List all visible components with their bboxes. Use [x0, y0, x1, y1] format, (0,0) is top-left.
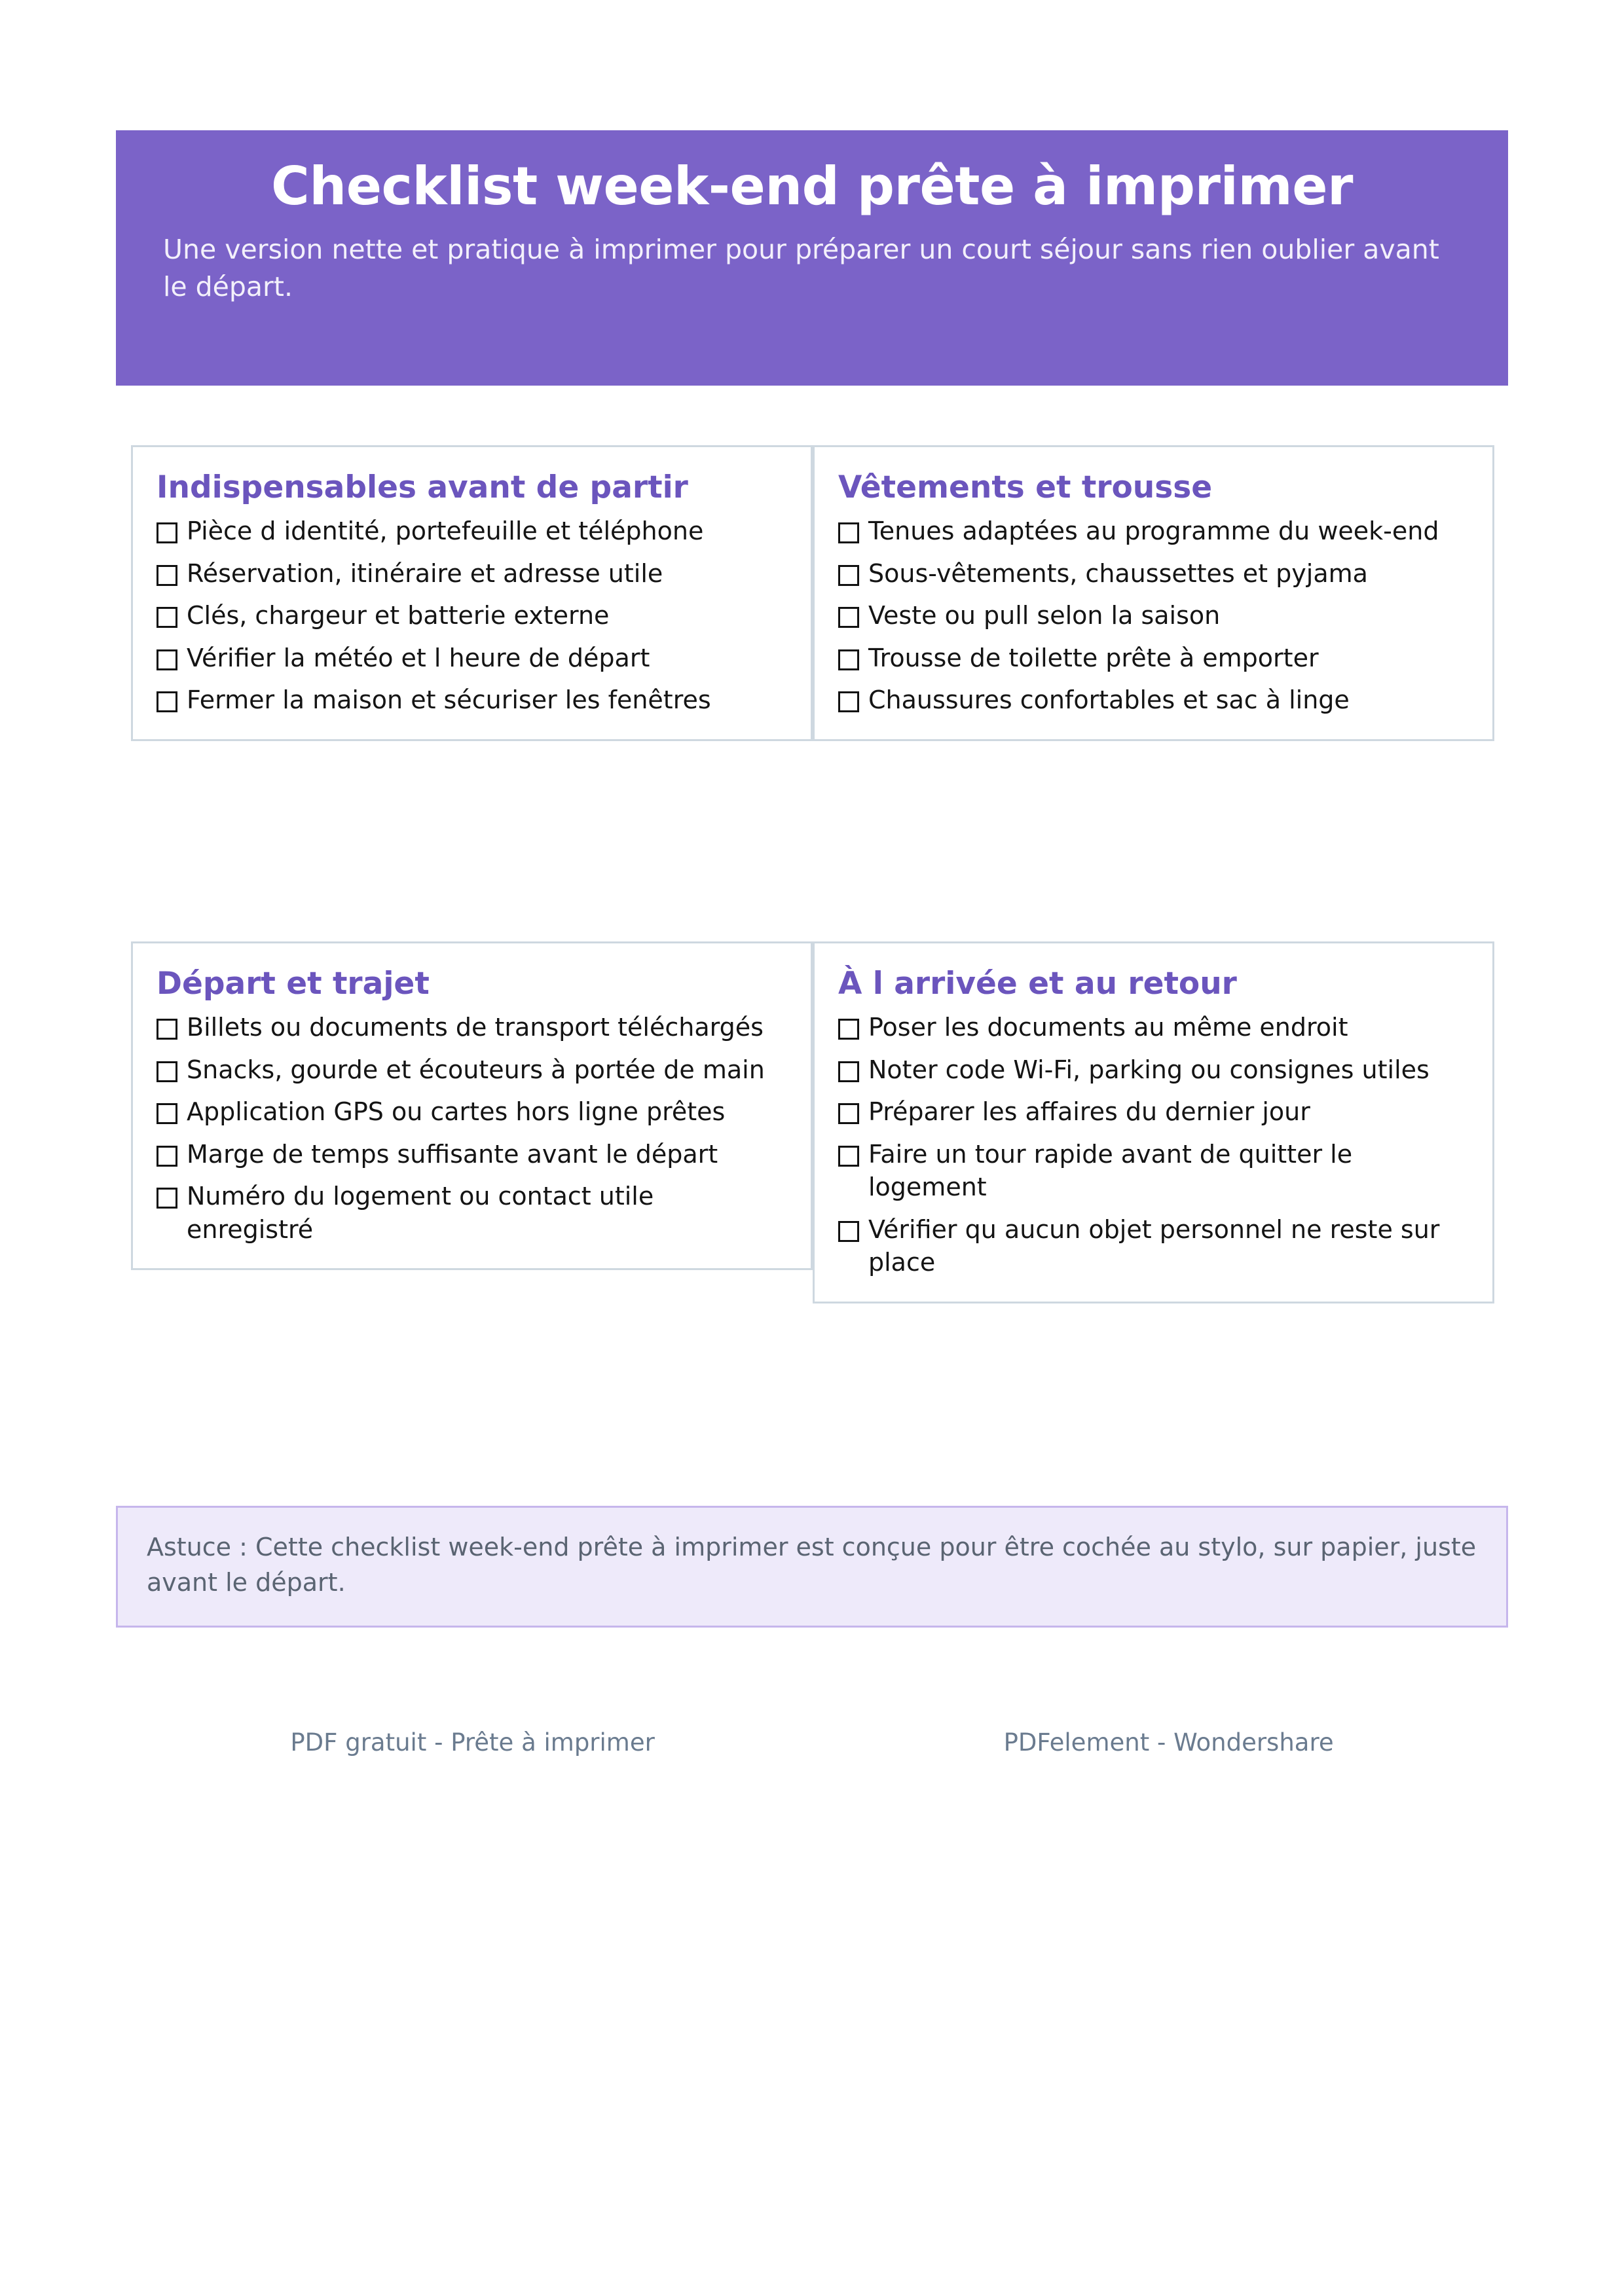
- checklist-item-label: Tenues adaptées au programme du week-end: [868, 516, 1439, 545]
- checklist-item-label: Faire un tour rapide avant de quitter le logement: [868, 1139, 1353, 1202]
- empty-checkbox-icon[interactable]: [157, 1019, 177, 1040]
- checklist-items: [838, 515, 1469, 717]
- empty-checkbox-icon[interactable]: [157, 1188, 177, 1209]
- card-title: Départ et trajet: [157, 966, 430, 1002]
- checklist-item-label: Sous-vêtements, chaussettes et pyjama: [868, 558, 1368, 588]
- page-title: Checklist week-end prête à imprimer: [271, 156, 1353, 217]
- checklist-card-indispensables: [131, 445, 813, 741]
- checklist-item-label: Réservation, itinéraire et adresse utile: [187, 558, 663, 588]
- checklist-card-arrivee: [813, 941, 1494, 1303]
- footer-right-label: PDFelement - Wondershare: [1003, 1728, 1334, 1757]
- checklist-item[interactable]: [838, 1213, 1469, 1279]
- checklist-item-label: Pièce d identité, portefeuille et téléphone: [187, 516, 704, 545]
- checklist-item[interactable]: [838, 599, 1469, 632]
- checklist-item-label: Poser les documents au même endroit: [868, 1012, 1348, 1042]
- checklist-item[interactable]: [838, 515, 1469, 548]
- tip-text: Astuce : Cette checklist week-end prête à imprimer est conçue pour être cochée au stylo, sur papier, juste avant le départ.: [147, 1533, 1477, 1597]
- card-title: Vêtements et trousse: [838, 469, 1213, 505]
- empty-checkbox-icon[interactable]: [838, 1221, 859, 1242]
- empty-checkbox-icon[interactable]: [838, 1146, 859, 1167]
- empty-checkbox-icon[interactable]: [157, 649, 177, 670]
- empty-checkbox-icon[interactable]: [157, 1103, 177, 1124]
- checklist-item-label: Trousse de toilette prête à emporter: [868, 643, 1319, 672]
- checklist-item-label: Vérifier qu aucun objet personnel ne reste sur place: [868, 1214, 1440, 1277]
- card-title: Indispensables avant de partir: [157, 469, 688, 505]
- checklist-item[interactable]: [157, 1180, 787, 1246]
- checklist-item[interactable]: [157, 1138, 787, 1171]
- checklist-items: [157, 515, 787, 717]
- checklist-item-label: Snacks, gourde et écouteurs à portée de main: [187, 1055, 765, 1084]
- empty-checkbox-icon[interactable]: [838, 1103, 859, 1124]
- checklist-card-depart: [131, 941, 813, 1270]
- checklist-item-label: Fermer la maison et sécuriser les fenêtres: [187, 685, 711, 715]
- page-subtitle: Une version nette et pratique à imprimer pour préparer un court séjour sans rien oublier avant le départ.: [163, 234, 1439, 302]
- empty-checkbox-icon[interactable]: [838, 1019, 859, 1040]
- empty-checkbox-icon[interactable]: [838, 565, 859, 586]
- checklist-item[interactable]: [157, 515, 787, 548]
- checklist-item-label: Vérifier la météo et l heure de départ: [187, 643, 650, 672]
- checklist-item[interactable]: [157, 683, 787, 717]
- checklist-item[interactable]: [838, 557, 1469, 591]
- checklist-item[interactable]: [838, 1053, 1469, 1087]
- checklist-item[interactable]: [157, 599, 787, 632]
- empty-checkbox-icon[interactable]: [157, 522, 177, 543]
- empty-checkbox-icon[interactable]: [157, 565, 177, 586]
- checklist-item-label: Noter code Wi-Fi, parking ou consignes utiles: [868, 1055, 1430, 1084]
- checklist-item[interactable]: [838, 683, 1469, 717]
- checklist-item[interactable]: [838, 642, 1469, 675]
- checklist-item[interactable]: [838, 1011, 1469, 1044]
- empty-checkbox-icon[interactable]: [838, 1061, 859, 1082]
- checklist-item-label: Préparer les affaires du dernier jour: [868, 1097, 1310, 1127]
- empty-checkbox-icon[interactable]: [157, 607, 177, 628]
- empty-checkbox-icon[interactable]: [838, 691, 859, 712]
- checklist-item[interactable]: [157, 557, 787, 591]
- empty-checkbox-icon[interactable]: [157, 691, 177, 712]
- checklist-item-label: Billets ou documents de transport téléchargés: [187, 1012, 764, 1042]
- card-title: À l arrivée et au retour: [838, 966, 1237, 1002]
- tip-callout: [116, 1506, 1508, 1628]
- checklist-item-label: Marge de temps suffisante avant le départ: [187, 1139, 718, 1169]
- empty-checkbox-icon[interactable]: [157, 1061, 177, 1082]
- checklist-item-label: Numéro du logement ou contact utile enregistré: [187, 1182, 654, 1244]
- empty-checkbox-icon[interactable]: [157, 1146, 177, 1167]
- checklist-items: [157, 1011, 787, 1246]
- empty-checkbox-icon[interactable]: [838, 649, 859, 670]
- document-footer: [116, 1728, 1508, 1757]
- checklist-item-label: Application GPS ou cartes hors ligne prêtes: [187, 1097, 726, 1127]
- checklist-item[interactable]: [838, 1095, 1469, 1129]
- checklist-item-label: Veste ou pull selon la saison: [868, 601, 1221, 630]
- footer-left-label: PDF gratuit - Prête à imprimer: [290, 1728, 655, 1757]
- checklist-item[interactable]: [157, 1011, 787, 1044]
- empty-checkbox-icon[interactable]: [838, 522, 859, 543]
- checklist-card-vetements: [813, 445, 1494, 741]
- checklist-items: [838, 1011, 1469, 1279]
- empty-checkbox-icon[interactable]: [838, 607, 859, 628]
- checklist-item[interactable]: [157, 1095, 787, 1129]
- checklist-item[interactable]: [157, 642, 787, 675]
- checklist-row-2: [131, 941, 1494, 1303]
- checklist-item-label: Chaussures confortables et sac à linge: [868, 685, 1350, 715]
- checklist-item[interactable]: [157, 1053, 787, 1087]
- checklist-row-1: [131, 445, 1494, 741]
- checklist-item[interactable]: [838, 1138, 1469, 1204]
- checklist-item-label: Clés, chargeur et batterie externe: [187, 601, 610, 630]
- document-header-band: [116, 130, 1508, 386]
